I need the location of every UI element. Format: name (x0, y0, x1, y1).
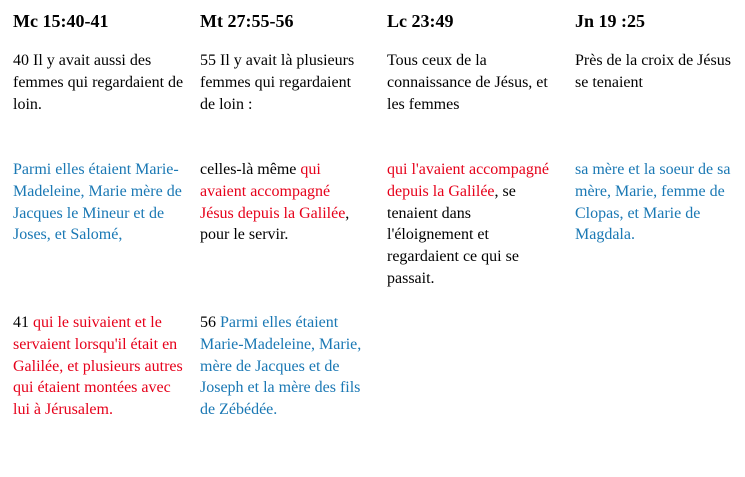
text-segment: qui avaient accompagné Jésus depuis la Galilée (200, 161, 346, 222)
text-segment: Parmi elles étaient Marie-Madeleine, Marie mère de Jacques le Mineur et de Joses, et Salomé, (13, 161, 182, 244)
column-reference: Mt 27:55-56 (200, 11, 294, 31)
text-block (387, 50, 549, 115)
column-reference: Mc 15:40-41 (13, 11, 109, 31)
text-block (13, 159, 185, 246)
text-block (13, 50, 185, 115)
text-segment: 55 Il y avait là plusieurs femmes qui regardaient de loin : (200, 52, 355, 113)
text-segment: sa mère et la soeur de sa mère, Marie, femme de Clopas, et Marie de Magdala. (575, 161, 731, 244)
text-segment: qui l'avaient accompagné depuis la Galilée (387, 161, 549, 200)
text-segment: Parmi elles étaient Marie-Madeleine, Marie, mère de Jacques et de Joseph et la mère des fils de Zébédée. (200, 314, 362, 419)
text-block (13, 312, 185, 421)
text-block (575, 50, 741, 94)
text-segment: Près de la croix de Jésus se tenaient (575, 52, 731, 91)
text-segment: 41 (13, 314, 33, 331)
text-block (200, 159, 365, 246)
text-segment: 40 Il y avait aussi des femmes qui regardaient de loin. (13, 52, 184, 113)
text-segment: celles-là même (200, 161, 301, 178)
text-block (200, 312, 365, 421)
text-block (200, 50, 365, 115)
column-reference: Lc 23:49 (387, 11, 454, 31)
column-reference: Jn 19 :25 (575, 11, 646, 31)
text-segment: 56 (200, 314, 220, 331)
text-segment: Tous ceux de la connaissance de Jésus, et les femmes (387, 52, 548, 113)
text-segment: , pour le servir. (200, 204, 350, 244)
text-block (387, 159, 549, 290)
text-segment: qui le suivaient et le servaient lorsqu'il était en Galilée, et plusieurs autres qui étaient montées avec lui à Jérusalem. (13, 314, 183, 419)
text-segment: , se tenaient dans l'éloignement et regardaient ce qui se passait. (387, 182, 519, 287)
text-block (575, 159, 741, 246)
